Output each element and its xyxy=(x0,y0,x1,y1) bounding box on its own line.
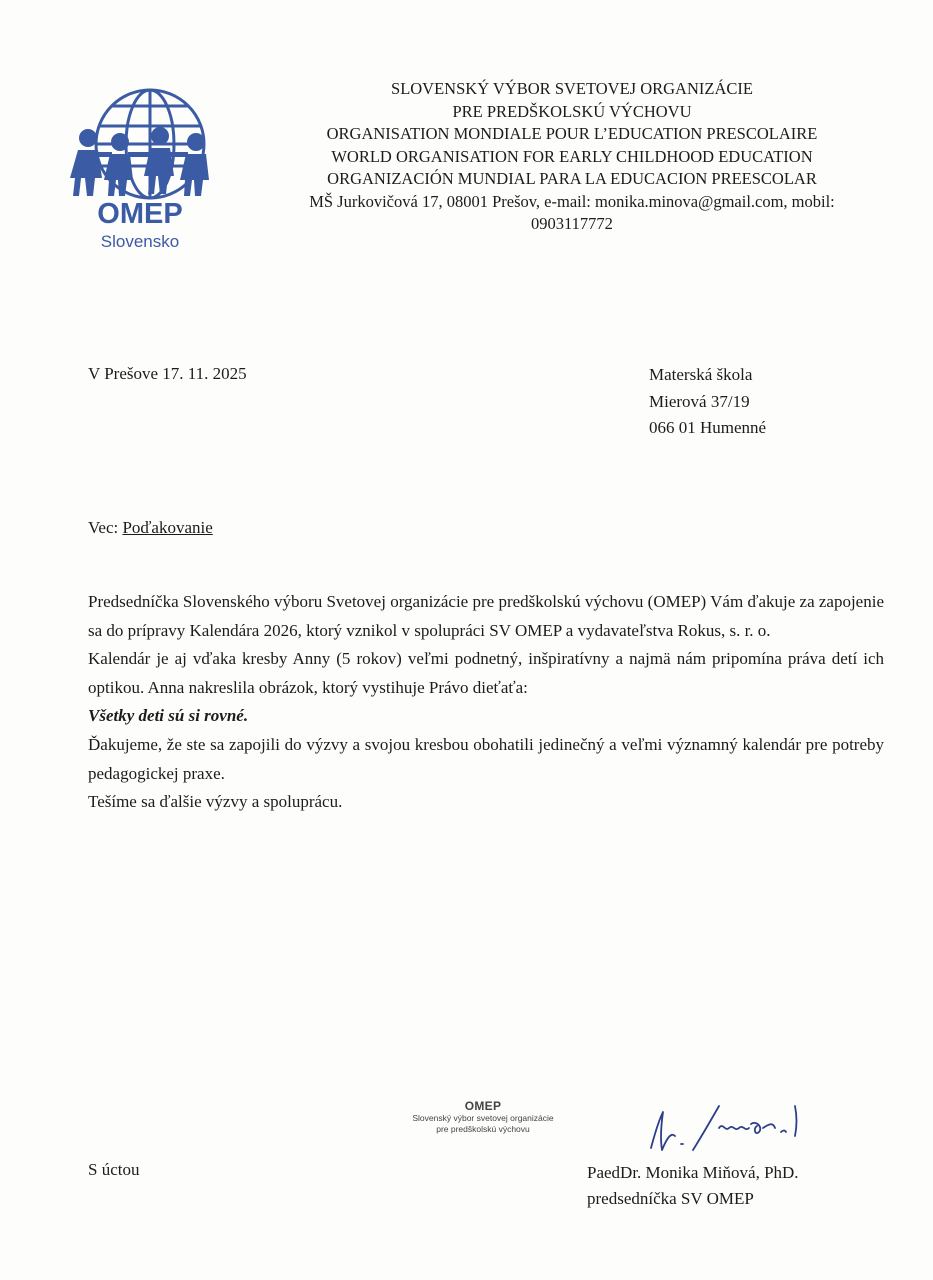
recipient-line: Mierová 37/19 xyxy=(649,391,750,411)
paragraph: Kalendár je aj vďaka kresby Anny (5 rokov) veľmi podnetný, inšpiratívny a najmä nám pripomína práva detí ich optikou. Anna nakreslila obrázok, ktorý vystihuje Právo dieťaťa: xyxy=(88,649,884,697)
omep-logo-wordmark: OMEP xyxy=(97,198,183,230)
paragraph: Ďakujeme, že ste sa zapojili do výzvy a svojou kresbou obohatili jedinečný a veľmi významný kalendár pre potreby pedagogickej praxe. xyxy=(88,734,884,783)
letterhead-line: WORLD ORGANISATION FOR EARLY CHILDHOOD EDUCATION xyxy=(331,146,813,166)
paragraph-emphasis: Všetky deti sú si rovné. xyxy=(88,706,249,726)
subject-text: Poďakovanie xyxy=(122,518,213,537)
stamp-line: Slovenský výbor svetovej organizácie xyxy=(412,1113,554,1123)
recipient-line: Materská škola xyxy=(649,365,753,384)
paragraph: Tešíme sa ďalšie výzvy a spoluprácu. xyxy=(88,792,343,812)
letterhead-line: PRE PREDŠKOLSKÚ VÝCHOVU xyxy=(452,101,692,121)
organization-stamp xyxy=(388,1099,578,1135)
letterhead xyxy=(232,78,912,236)
subject-line xyxy=(88,518,213,538)
handwritten-signature-icon xyxy=(645,1098,845,1158)
letterhead-contact: MŠ Jurkovičová 17, 08001 Prešov, e-mail: monika.minova@gmail.com, mobil: xyxy=(309,191,835,211)
place-date: V Prešove 17. 11. 2025 xyxy=(88,364,247,383)
letterhead-line: ORGANIZACIÓN MUNDIAL PARA LA EDUCACION PREESCOLAR xyxy=(327,169,817,188)
closing-salutation: S úctou xyxy=(88,1160,140,1179)
subject-label: Vec: xyxy=(88,518,123,537)
signer-block xyxy=(587,1160,799,1212)
letterhead-line: SLOVENSKÝ VÝBOR SVETOVEJ ORGANIZÁCIE xyxy=(391,79,753,98)
signer-name: PaedDr. Monika Miňová, PhD. xyxy=(587,1163,799,1182)
omep-logo-subtitle: Slovensko xyxy=(100,232,180,251)
signer-role: predsedníčka SV OMEP xyxy=(587,1189,754,1208)
letterhead-phone: 0903117772 xyxy=(531,214,613,233)
paragraph: Predsedníčka Slovenského výboru Svetovej organizácie pre predškolskú výchovu (OMEP) Vám ďakuje za zapojenie sa do prípravy Kalendára 2026, ktorý vznikol v spolupráci SV OMEP a vydavateľstva Rokus, s. r. o. xyxy=(88,592,884,640)
letterhead-line: ORGANISATION MONDIALE POUR L’EDUCATION PRESCOLAIRE xyxy=(326,124,818,143)
stamp-line: pre predškolskú výchovu xyxy=(436,1124,530,1134)
recipient-line: 066 01 Humenné xyxy=(649,418,767,437)
recipient-address xyxy=(649,362,766,442)
stamp-title: OMEP xyxy=(464,1099,502,1113)
letter-body xyxy=(88,588,884,817)
